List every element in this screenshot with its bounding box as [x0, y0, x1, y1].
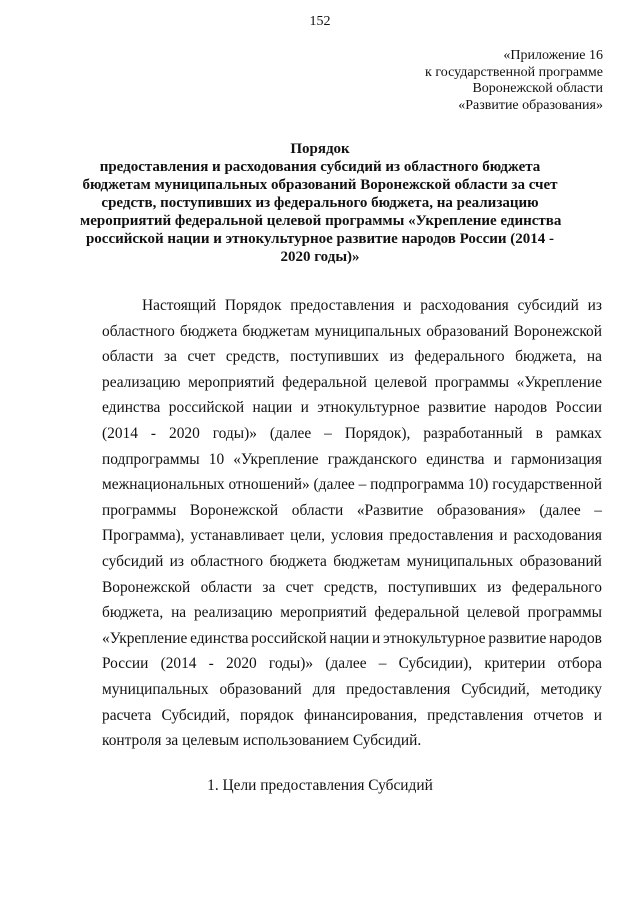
paragraph-line	[102, 293, 602, 319]
paragraph-word: из	[169, 552, 184, 570]
paragraph-word: Порядок),	[344, 424, 411, 442]
paragraph-word: муниципальных	[314, 322, 422, 340]
paragraph-line	[102, 575, 602, 601]
paragraph-word: из	[389, 348, 404, 366]
paragraph-line	[102, 703, 602, 729]
paragraph-word: методику	[540, 680, 602, 698]
paragraph-word: счет	[285, 578, 314, 596]
paragraph-line	[102, 472, 602, 498]
paragraph-word: в	[535, 424, 543, 442]
paragraph-word: «Укрепление	[102, 629, 188, 647]
paragraph-word: российской	[251, 629, 327, 647]
paragraph-word: и	[300, 399, 309, 417]
paragraph-word: муниципальных	[406, 552, 514, 570]
paragraph-word: из	[587, 297, 602, 314]
paragraph-word: -	[208, 655, 214, 673]
paragraph-word: единства	[190, 629, 249, 647]
paragraph-word: предоставления	[389, 527, 494, 545]
paragraph-line	[102, 626, 602, 652]
paragraph-word: за	[164, 348, 177, 366]
paragraph-word: счет	[187, 348, 216, 366]
paragraph-word: «Укрепление	[233, 450, 319, 468]
paragraph-word: –	[358, 476, 367, 494]
paragraph-word: «Развитие	[356, 501, 424, 519]
paragraph-word: предоставления	[290, 297, 395, 314]
paragraph-word: образований	[219, 680, 302, 698]
paragraph-line	[102, 370, 602, 396]
paragraph-word: программы	[527, 604, 602, 622]
paragraph-word: рамках	[555, 424, 602, 442]
title-line: бюджетам муниципальных образований Воронежской области за счет	[82, 177, 558, 193]
paragraph-word: и	[493, 450, 502, 468]
paragraph-line	[102, 498, 602, 524]
appendix-line: «Приложение 16	[503, 48, 603, 63]
paragraph-word: из	[487, 578, 502, 596]
paragraph-line	[102, 600, 602, 626]
paragraph-word: годы)»	[268, 655, 314, 673]
body-paragraph	[102, 293, 602, 754]
paragraph-line	[102, 523, 602, 549]
paragraph-word: образования»	[436, 501, 526, 519]
paragraph-word: критерии	[484, 655, 546, 673]
paragraph-word: (2014	[160, 655, 197, 673]
paragraph-word: финансирования,	[303, 706, 418, 724]
paragraph-word: целевой	[467, 604, 520, 622]
paragraph-word: России	[102, 655, 149, 673]
paragraph-word: 2020	[169, 424, 200, 442]
paragraph-word: Настоящий	[142, 297, 217, 314]
paragraph-word: поступивших	[387, 578, 477, 596]
appendix-line: «Развитие образования»	[458, 97, 603, 113]
paragraph-word: Порядок	[224, 297, 282, 314]
paragraph-word: образований	[519, 552, 602, 570]
paragraph-word: (2014	[102, 424, 138, 442]
paragraph-word: Субсидии),	[398, 655, 473, 673]
paragraph-word: «Укрепление	[516, 373, 602, 391]
paragraph-word: единства	[102, 399, 161, 417]
paragraph-word: развитие	[488, 629, 547, 647]
paragraph-word: (далее	[269, 424, 312, 442]
paragraph-word: 2020	[225, 655, 257, 673]
paragraph-word: расчета	[102, 706, 152, 724]
paragraph-line	[102, 421, 602, 447]
paragraph-word: –	[378, 655, 387, 673]
paragraph-word: Воронежской	[513, 322, 602, 340]
paragraph-word: отношений»	[228, 476, 310, 494]
paragraph-line	[102, 728, 602, 754]
paragraph-word: бюджета	[179, 322, 238, 340]
paragraph-word: межнациональных	[102, 476, 225, 494]
paragraph-word: –	[594, 501, 602, 519]
paragraph-word: за	[262, 578, 276, 596]
section-heading: 1. Цели предоставления Субсидий	[207, 777, 433, 794]
paragraph-line	[102, 395, 602, 421]
paragraph-word: и	[403, 297, 412, 314]
paragraph-line	[102, 651, 602, 677]
paragraph-word: федерального	[414, 348, 505, 366]
paragraph-line	[102, 677, 602, 703]
paragraph-word: цели,	[290, 527, 325, 545]
paragraph-word: бюджетам	[333, 552, 401, 570]
paragraph-word: федеральной	[374, 604, 460, 622]
paragraph-word: -	[150, 424, 157, 442]
paragraph-word: единства	[426, 450, 485, 468]
paragraph-word: российской	[168, 399, 245, 417]
paragraph-word: народов	[549, 629, 602, 647]
paragraph-word: нации	[329, 629, 370, 647]
paragraph-word: предоставления	[346, 680, 451, 698]
title-line: средств, поступивших из федерального бюджета, на реализацию	[101, 195, 539, 211]
paragraph-word: и	[372, 629, 381, 647]
paragraph-word: программы	[434, 373, 510, 391]
paragraph-word: годы)»	[212, 424, 257, 442]
paragraph-word: расходования	[420, 297, 509, 314]
paragraph-word: области	[102, 348, 154, 366]
paragraph-word: на	[586, 348, 602, 366]
appendix-line: к государственной программе	[425, 64, 603, 80]
paragraph-word: области	[291, 501, 344, 519]
paragraph-word: поступивших	[290, 348, 379, 366]
paragraph-word: подпрограммы	[102, 450, 200, 468]
paragraph-word: образований	[426, 322, 509, 340]
paragraph-word: (далее	[313, 476, 355, 494]
paragraph-word: бюджета,	[515, 348, 577, 366]
paragraph-word: областного	[190, 552, 264, 570]
paragraph-word: мероприятий	[280, 604, 367, 622]
paragraph-word: –	[324, 424, 332, 442]
paragraph-word: народов	[494, 399, 548, 417]
paragraph-word: 10	[208, 450, 225, 468]
paragraph-word: Воронежской	[102, 578, 191, 596]
paragraph-word: области	[200, 578, 253, 596]
paragraph-word: мероприятий	[188, 373, 275, 391]
title-line: предоставления и расходования субсидий из областного бюджета	[99, 159, 541, 175]
paragraph-word: гармонизация	[511, 450, 602, 468]
paragraph-word: бюджета	[269, 552, 327, 570]
paragraph-word: Воронежской	[189, 501, 279, 519]
paragraph-word: гражданского	[327, 450, 417, 468]
appendix-line: Воронежской области	[472, 81, 603, 96]
title-line: 2020 годы)»	[280, 249, 360, 265]
paragraph-word: порядок	[240, 706, 294, 724]
paragraph-word: целевой	[374, 373, 428, 391]
paragraph-word: федерального	[511, 578, 602, 596]
paragraph-word: условия	[330, 527, 384, 545]
paragraph-word: устанавливает	[190, 527, 285, 545]
paragraph-word: России	[555, 399, 602, 417]
paragraph-line	[102, 319, 602, 345]
paragraph-word: представления	[427, 706, 524, 724]
paragraph-word: Программа),	[102, 527, 185, 545]
paragraph-word: отбора	[557, 655, 602, 673]
paragraph-word: реализацию	[102, 373, 181, 391]
title-line: Порядок	[290, 141, 350, 157]
paragraph-word: и	[593, 706, 602, 724]
paragraph-word: программы	[102, 501, 177, 519]
paragraph-word: отчетов	[533, 706, 584, 724]
document-title	[80, 140, 560, 266]
paragraph-word: (далее	[325, 655, 367, 673]
paragraph-word: областного	[102, 322, 175, 340]
paragraph-word: бюджетам	[242, 322, 310, 340]
title-line: российской нации и этнокультурное развитие народов России (2014 -	[85, 231, 555, 247]
paragraph-word: для	[312, 680, 336, 698]
page-number: 152	[309, 14, 331, 29]
paragraph-word: Субсидий,	[161, 706, 230, 724]
paragraph-line	[102, 549, 602, 575]
paragraph-word: реализацию	[193, 604, 273, 622]
paragraph-word: и	[499, 527, 508, 545]
paragraph-word: средств,	[225, 348, 280, 366]
paragraph-word: этнокультурное	[383, 629, 486, 647]
paragraph-word: контроля за целевым использованием Субсидий.	[102, 732, 422, 750]
paragraph-word: субсидий	[517, 297, 579, 314]
paragraph-word: (далее	[539, 501, 581, 519]
paragraph-word: разработанный	[423, 424, 523, 442]
paragraph-line	[102, 344, 602, 370]
paragraph-word: средств,	[323, 578, 378, 596]
paragraph-word: этнокультурное	[317, 399, 420, 417]
paragraph-word: субсидий	[102, 552, 164, 570]
paragraph-word: на	[171, 604, 187, 622]
paragraph-word: муниципальных	[102, 680, 209, 698]
appendix-header	[425, 48, 603, 114]
paragraph-word: государственной	[492, 476, 602, 494]
paragraph-word: нации	[252, 399, 293, 417]
paragraph-word: федеральной	[282, 373, 367, 391]
paragraph-line	[102, 447, 602, 473]
paragraph-word: подпрограмма	[370, 476, 465, 494]
title-line: мероприятий федеральной целевой программы «Укрепление единства	[80, 213, 562, 229]
paragraph-word: Субсидий,	[461, 680, 530, 698]
paragraph-word: развитие	[428, 399, 487, 417]
paragraph-word: 10)	[467, 476, 489, 494]
paragraph-word: бюджета,	[102, 604, 164, 622]
paragraph-word: расходования	[513, 527, 602, 545]
